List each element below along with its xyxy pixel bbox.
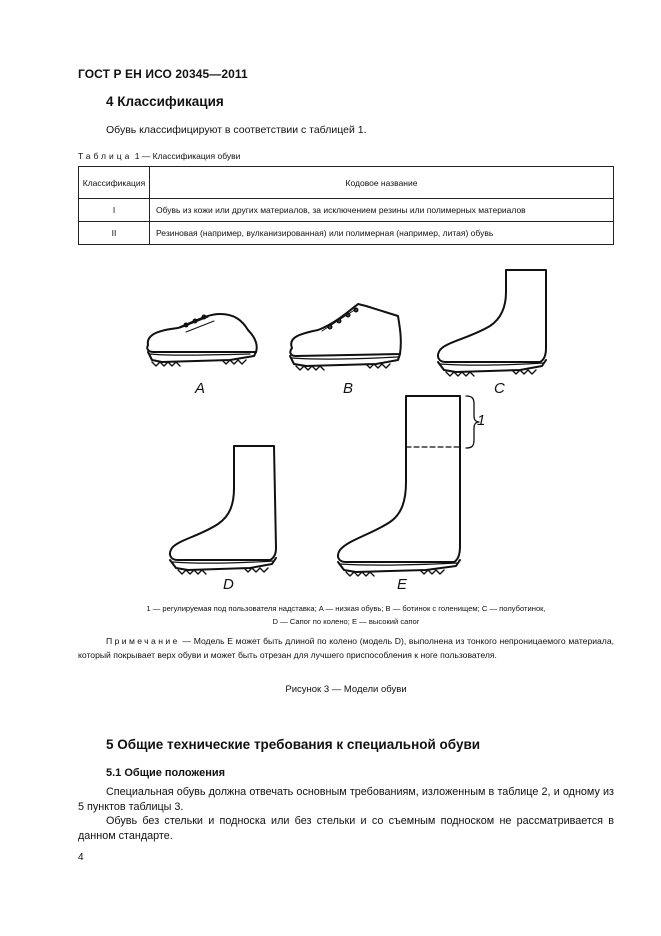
row-class: II xyxy=(79,222,150,245)
section-5-1-heading: 5.1 Общие положения xyxy=(106,767,226,779)
header-code-name: Кодовое название xyxy=(150,167,614,199)
header-classification: Классификация xyxy=(79,167,150,199)
table-caption-rest: 1 — Классификация обуви xyxy=(132,151,241,161)
document-code-header: ГОСТ Р ЕН ИСО 20345—2011 xyxy=(78,67,248,81)
shoe-c-drawing xyxy=(438,270,546,376)
section-5-1-paragraph-2: Обувь без стельки и подноска или без стельки и со съемным подноском не рассматривается в данном стандарте. xyxy=(78,815,614,842)
shoe-b-drawing xyxy=(290,304,401,370)
figure-label-e: E xyxy=(397,576,408,593)
section-4-heading: 4 Классификация xyxy=(106,94,224,109)
page-number: 4 xyxy=(78,852,84,863)
row-name: Обувь из кожи или других материалов, за исключением резины или полимерных материалов xyxy=(150,199,614,222)
table-caption-word: Таблица xyxy=(78,151,133,161)
row-name: Резиновая (например, вулканизированная) или полимерная (например, литая) обувь xyxy=(150,222,614,245)
figure-legend xyxy=(78,602,614,628)
figure-label-a: A xyxy=(195,380,206,397)
shoe-e-drawing xyxy=(338,396,460,576)
figure-callout-1: 1 xyxy=(477,412,486,429)
figure-label-c: C xyxy=(494,380,505,397)
figure-label-b: B xyxy=(343,380,354,397)
section-4-intro: Обувь классифицируют в соответствии с таблицей 1. xyxy=(106,124,367,136)
shoe-d-drawing xyxy=(170,446,276,574)
figure-legend-line-1: 1 — регулируемая под пользователя надставка; A — низкая обувь; B — ботинок с голенищем; C — полуботинок, xyxy=(146,604,546,613)
note-text: — Модель E может быть длиной по колено (модель D), выполнена из тонкого непроницаемого материала, который покрывает верх обуви и может быть отрезан для лучшего приспособления к ноге пользователя. xyxy=(78,636,614,660)
figure-legend-line-2: D — Сапог по колено; E — высокий сапог xyxy=(272,617,420,626)
section-5-heading: 5 Общие технические требования к специальной обуви xyxy=(106,737,481,752)
row-class: I xyxy=(79,199,150,222)
shoe-a-drawing xyxy=(147,314,256,366)
note-word: Примечание xyxy=(106,636,180,646)
figure-caption: Рисунок 3 — Модели обуви xyxy=(285,684,407,695)
figure-label-d: D xyxy=(223,576,234,593)
section-5-1-paragraph-1: Специальная обувь должна отвечать основным требованиям, изложенным в таблице 2, и одному из 5 пунктов таблицы 3. xyxy=(78,786,614,813)
figure-note xyxy=(78,635,614,662)
